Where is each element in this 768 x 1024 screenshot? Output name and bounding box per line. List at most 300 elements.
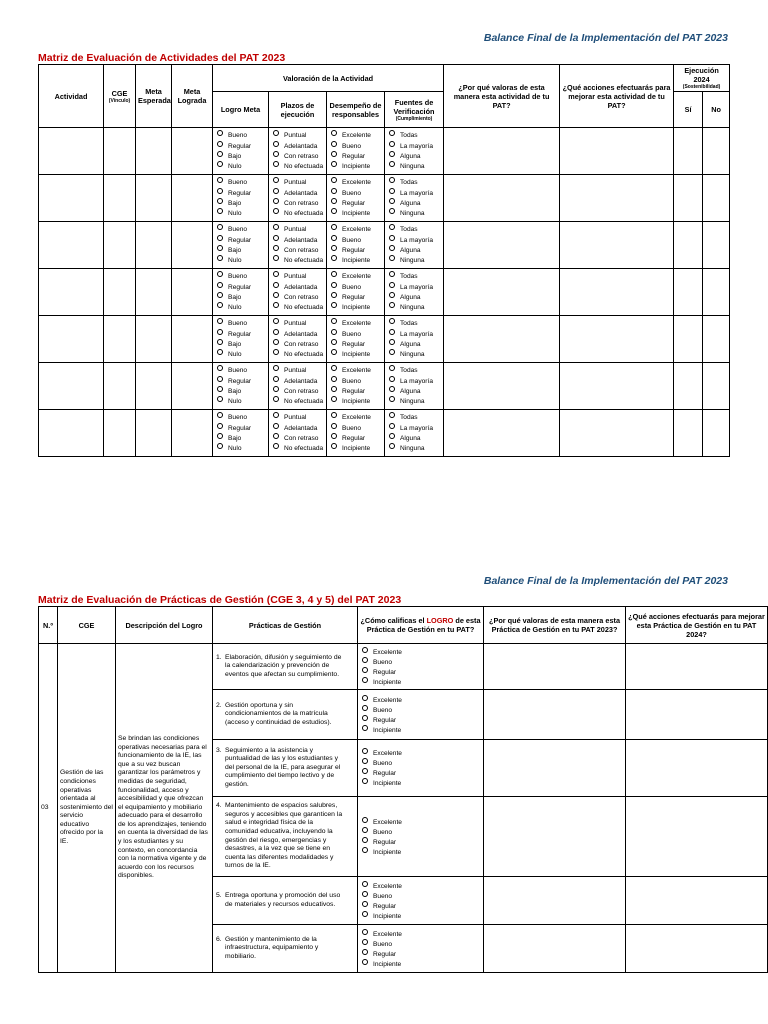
acciones-cell[interactable] — [626, 740, 768, 797]
actividad-cell[interactable] — [39, 410, 104, 457]
radio-circle-icon[interactable] — [389, 208, 395, 214]
option-item[interactable]: Bueno — [329, 188, 382, 198]
radio-circle-icon[interactable] — [217, 318, 223, 324]
option-item[interactable]: No efectuada — [271, 255, 324, 265]
radio-circle-icon[interactable] — [389, 423, 395, 429]
radio-circle-icon[interactable] — [389, 151, 395, 157]
option-item[interactable]: Incipiente — [360, 677, 481, 687]
option-item[interactable]: Regular — [329, 433, 382, 443]
radio-circle-icon[interactable] — [389, 235, 395, 241]
radio-circle-icon[interactable] — [273, 224, 279, 230]
radio-circle-icon[interactable] — [217, 161, 223, 167]
option-item[interactable]: Bajo — [215, 245, 266, 255]
porque-cell[interactable] — [484, 740, 626, 797]
radio-circle-icon[interactable] — [331, 161, 337, 167]
radio-circle-icon[interactable] — [389, 443, 395, 449]
radio-circle-icon[interactable] — [217, 376, 223, 382]
option-item[interactable]: Con retraso — [271, 198, 324, 208]
radio-circle-icon[interactable] — [273, 177, 279, 183]
option-item[interactable]: Ninguna — [387, 208, 441, 218]
radio-circle-icon[interactable] — [331, 130, 337, 136]
porque-cell[interactable] — [444, 175, 560, 222]
option-item[interactable]: La mayoría — [387, 376, 441, 386]
radio-circle-icon[interactable] — [362, 677, 368, 683]
option-item[interactable]: No efectuada — [271, 349, 324, 359]
option-item[interactable]: Alguna — [387, 386, 441, 396]
option-item[interactable]: Bueno — [215, 130, 266, 140]
radio-circle-icon[interactable] — [331, 245, 337, 251]
radio-circle-icon[interactable] — [362, 817, 368, 823]
option-item[interactable]: Alguna — [387, 433, 441, 443]
radio-circle-icon[interactable] — [217, 208, 223, 214]
radio-circle-icon[interactable] — [217, 245, 223, 251]
option-item[interactable]: Bajo — [215, 292, 266, 302]
option-item[interactable]: Nulo — [215, 161, 266, 171]
actividad-cell[interactable] — [39, 175, 104, 222]
option-item[interactable]: Con retraso — [271, 386, 324, 396]
option-item[interactable]: Puntual — [271, 271, 324, 281]
radio-circle-icon[interactable] — [217, 271, 223, 277]
radio-circle-icon[interactable] — [273, 271, 279, 277]
option-item[interactable]: Incipiente — [329, 443, 382, 453]
radio-circle-icon[interactable] — [362, 837, 368, 843]
radio-circle-icon[interactable] — [217, 198, 223, 204]
radio-circle-icon[interactable] — [362, 758, 368, 764]
option-item[interactable]: Excelente — [329, 365, 382, 375]
option-item[interactable]: Bueno — [215, 365, 266, 375]
radio-circle-icon[interactable] — [217, 177, 223, 183]
radio-circle-icon[interactable] — [331, 282, 337, 288]
option-item[interactable]: Con retraso — [271, 245, 324, 255]
radio-circle-icon[interactable] — [217, 443, 223, 449]
radio-circle-icon[interactable] — [217, 396, 223, 402]
option-item[interactable]: Bajo — [215, 198, 266, 208]
porque-cell[interactable] — [444, 222, 560, 269]
radio-circle-icon[interactable] — [389, 376, 395, 382]
cge-cell[interactable] — [104, 175, 136, 222]
radio-circle-icon[interactable] — [331, 141, 337, 147]
radio-circle-icon[interactable] — [389, 318, 395, 324]
radio-circle-icon[interactable] — [331, 349, 337, 355]
option-item[interactable]: Bajo — [215, 339, 266, 349]
option-item[interactable]: No efectuada — [271, 161, 324, 171]
option-item[interactable]: Regular — [215, 188, 266, 198]
radio-circle-icon[interactable] — [389, 339, 395, 345]
option-item[interactable]: Bueno — [329, 329, 382, 339]
meta-esperada-cell[interactable] — [136, 269, 172, 316]
porque-cell[interactable] — [484, 797, 626, 877]
option-item[interactable]: Excelente — [329, 271, 382, 281]
option-item[interactable]: Puntual — [271, 412, 324, 422]
option-item[interactable]: Adelantada — [271, 235, 324, 245]
option-item[interactable]: Regular — [329, 198, 382, 208]
radio-circle-icon[interactable] — [331, 412, 337, 418]
meta-lograda-cell[interactable] — [172, 128, 213, 175]
radio-circle-icon[interactable] — [389, 161, 395, 167]
acciones-cell[interactable] — [626, 797, 768, 877]
porque-cell[interactable] — [444, 363, 560, 410]
radio-circle-icon[interactable] — [273, 161, 279, 167]
radio-circle-icon[interactable] — [273, 376, 279, 382]
radio-circle-icon[interactable] — [331, 292, 337, 298]
radio-circle-icon[interactable] — [273, 423, 279, 429]
meta-esperada-cell[interactable] — [136, 222, 172, 269]
radio-circle-icon[interactable] — [362, 715, 368, 721]
option-item[interactable]: Bueno — [215, 177, 266, 187]
radio-circle-icon[interactable] — [273, 433, 279, 439]
radio-circle-icon[interactable] — [217, 188, 223, 194]
acciones-cell[interactable] — [560, 269, 674, 316]
meta-esperada-cell[interactable] — [136, 128, 172, 175]
option-item[interactable]: Nulo — [215, 349, 266, 359]
radio-circle-icon[interactable] — [331, 177, 337, 183]
option-item[interactable]: Bueno — [360, 705, 481, 715]
radio-circle-icon[interactable] — [362, 939, 368, 945]
option-item[interactable]: Regular — [360, 715, 481, 725]
porque-cell[interactable] — [444, 316, 560, 363]
acciones-cell[interactable] — [560, 175, 674, 222]
radio-circle-icon[interactable] — [389, 141, 395, 147]
radio-circle-icon[interactable] — [331, 208, 337, 214]
cge-cell[interactable] — [104, 222, 136, 269]
option-item[interactable]: Nulo — [215, 208, 266, 218]
option-item[interactable]: No efectuada — [271, 208, 324, 218]
acciones-cell[interactable] — [626, 644, 768, 690]
option-item[interactable]: Excelente — [360, 929, 481, 939]
option-item[interactable]: Bueno — [329, 141, 382, 151]
radio-circle-icon[interactable] — [331, 255, 337, 261]
option-item[interactable]: Excelente — [360, 817, 481, 827]
radio-circle-icon[interactable] — [273, 349, 279, 355]
porque-cell[interactable] — [484, 690, 626, 740]
option-item[interactable]: Regular — [360, 667, 481, 677]
meta-lograda-cell[interactable] — [172, 316, 213, 363]
radio-circle-icon[interactable] — [331, 433, 337, 439]
option-item[interactable]: Ninguna — [387, 396, 441, 406]
radio-circle-icon[interactable] — [389, 433, 395, 439]
actividad-cell[interactable] — [39, 222, 104, 269]
radio-circle-icon[interactable] — [273, 151, 279, 157]
radio-circle-icon[interactable] — [217, 365, 223, 371]
option-item[interactable]: La mayoría — [387, 282, 441, 292]
option-item[interactable]: Bueno — [360, 891, 481, 901]
radio-circle-icon[interactable] — [362, 748, 368, 754]
radio-circle-icon[interactable] — [331, 443, 337, 449]
radio-circle-icon[interactable] — [362, 647, 368, 653]
option-item[interactable]: No efectuada — [271, 443, 324, 453]
radio-circle-icon[interactable] — [389, 292, 395, 298]
radio-circle-icon[interactable] — [273, 339, 279, 345]
cge-cell[interactable] — [104, 363, 136, 410]
radio-circle-icon[interactable] — [362, 725, 368, 731]
option-item[interactable]: Incipiente — [329, 302, 382, 312]
radio-circle-icon[interactable] — [362, 929, 368, 935]
option-item[interactable]: Excelente — [360, 647, 481, 657]
option-item[interactable]: Bueno — [215, 318, 266, 328]
radio-circle-icon[interactable] — [273, 282, 279, 288]
option-item[interactable]: Bueno — [329, 376, 382, 386]
option-item[interactable]: Excelente — [329, 318, 382, 328]
radio-circle-icon[interactable] — [331, 271, 337, 277]
option-item[interactable]: Nulo — [215, 443, 266, 453]
radio-circle-icon[interactable] — [273, 365, 279, 371]
option-item[interactable]: Bajo — [215, 433, 266, 443]
option-item[interactable]: Excelente — [329, 177, 382, 187]
option-item[interactable]: Bueno — [329, 423, 382, 433]
radio-circle-icon[interactable] — [389, 224, 395, 230]
radio-circle-icon[interactable] — [331, 376, 337, 382]
radio-circle-icon[interactable] — [362, 847, 368, 853]
radio-circle-icon[interactable] — [217, 282, 223, 288]
radio-circle-icon[interactable] — [331, 224, 337, 230]
option-item[interactable]: Regular — [215, 376, 266, 386]
actividad-cell[interactable] — [39, 363, 104, 410]
radio-circle-icon[interactable] — [331, 396, 337, 402]
option-item[interactable]: Con retraso — [271, 151, 324, 161]
option-item[interactable]: Nulo — [215, 302, 266, 312]
radio-circle-icon[interactable] — [389, 198, 395, 204]
radio-circle-icon[interactable] — [217, 339, 223, 345]
option-item[interactable]: No efectuada — [271, 396, 324, 406]
option-item[interactable]: Excelente — [329, 224, 382, 234]
option-item[interactable]: Puntual — [271, 318, 324, 328]
radio-circle-icon[interactable] — [273, 235, 279, 241]
option-item[interactable]: Puntual — [271, 365, 324, 375]
option-item[interactable]: Puntual — [271, 130, 324, 140]
option-item[interactable]: Ninguna — [387, 302, 441, 312]
option-item[interactable]: Regular — [360, 949, 481, 959]
radio-circle-icon[interactable] — [217, 386, 223, 392]
option-item[interactable]: Bueno — [360, 827, 481, 837]
radio-circle-icon[interactable] — [362, 667, 368, 673]
option-item[interactable]: La mayoría — [387, 329, 441, 339]
option-item[interactable]: Todas — [387, 130, 441, 140]
radio-circle-icon[interactable] — [273, 412, 279, 418]
radio-circle-icon[interactable] — [217, 224, 223, 230]
option-item[interactable]: Regular — [360, 768, 481, 778]
option-item[interactable]: Regular — [329, 339, 382, 349]
si-cell[interactable] — [674, 175, 703, 222]
no-cell[interactable] — [703, 410, 730, 457]
meta-esperada-cell[interactable] — [136, 363, 172, 410]
option-item[interactable]: Regular — [215, 141, 266, 151]
actividad-cell[interactable] — [39, 128, 104, 175]
option-item[interactable]: Adelantada — [271, 282, 324, 292]
radio-circle-icon[interactable] — [217, 151, 223, 157]
radio-circle-icon[interactable] — [389, 349, 395, 355]
radio-circle-icon[interactable] — [273, 329, 279, 335]
porque-cell[interactable] — [484, 925, 626, 973]
radio-circle-icon[interactable] — [389, 177, 395, 183]
option-item[interactable]: Incipiente — [360, 778, 481, 788]
option-item[interactable]: Ninguna — [387, 255, 441, 265]
option-item[interactable]: Todas — [387, 365, 441, 375]
radio-circle-icon[interactable] — [389, 329, 395, 335]
radio-circle-icon[interactable] — [389, 271, 395, 277]
option-item[interactable]: Incipiente — [360, 911, 481, 921]
porque-cell[interactable] — [484, 644, 626, 690]
option-item[interactable]: Adelantada — [271, 141, 324, 151]
radio-circle-icon[interactable] — [331, 188, 337, 194]
option-item[interactable]: Todas — [387, 224, 441, 234]
option-item[interactable]: Bueno — [329, 235, 382, 245]
option-item[interactable]: Todas — [387, 177, 441, 187]
radio-circle-icon[interactable] — [362, 705, 368, 711]
meta-lograda-cell[interactable] — [172, 410, 213, 457]
option-item[interactable]: Ninguna — [387, 349, 441, 359]
si-cell[interactable] — [674, 222, 703, 269]
radio-circle-icon[interactable] — [273, 130, 279, 136]
radio-circle-icon[interactable] — [362, 949, 368, 955]
radio-circle-icon[interactable] — [217, 141, 223, 147]
radio-circle-icon[interactable] — [273, 386, 279, 392]
meta-lograda-cell[interactable] — [172, 175, 213, 222]
option-item[interactable]: Nulo — [215, 396, 266, 406]
option-item[interactable]: Bueno — [360, 657, 481, 667]
option-item[interactable]: Con retraso — [271, 292, 324, 302]
radio-circle-icon[interactable] — [217, 302, 223, 308]
option-item[interactable]: Regular — [329, 245, 382, 255]
cge-cell[interactable] — [104, 410, 136, 457]
option-item[interactable]: Bajo — [215, 151, 266, 161]
option-item[interactable]: Incipiente — [329, 396, 382, 406]
radio-circle-icon[interactable] — [389, 245, 395, 251]
radio-circle-icon[interactable] — [273, 443, 279, 449]
cge-cell[interactable] — [104, 316, 136, 363]
option-item[interactable]: Regular — [329, 292, 382, 302]
option-item[interactable]: Adelantada — [271, 376, 324, 386]
option-item[interactable]: Excelente — [360, 695, 481, 705]
radio-circle-icon[interactable] — [389, 365, 395, 371]
radio-circle-icon[interactable] — [217, 255, 223, 261]
option-item[interactable]: Incipiente — [360, 725, 481, 735]
si-cell[interactable] — [674, 269, 703, 316]
option-item[interactable]: Nulo — [215, 255, 266, 265]
radio-circle-icon[interactable] — [362, 768, 368, 774]
porque-cell[interactable] — [484, 877, 626, 925]
option-item[interactable]: Ninguna — [387, 161, 441, 171]
radio-circle-icon[interactable] — [362, 827, 368, 833]
porque-cell[interactable] — [444, 128, 560, 175]
option-item[interactable]: Alguna — [387, 245, 441, 255]
no-cell[interactable] — [703, 363, 730, 410]
radio-circle-icon[interactable] — [273, 141, 279, 147]
no-cell[interactable] — [703, 175, 730, 222]
radio-circle-icon[interactable] — [217, 292, 223, 298]
radio-circle-icon[interactable] — [362, 881, 368, 887]
radio-circle-icon[interactable] — [362, 911, 368, 917]
radio-circle-icon[interactable] — [331, 151, 337, 157]
radio-circle-icon[interactable] — [389, 412, 395, 418]
option-item[interactable]: La mayoría — [387, 235, 441, 245]
radio-circle-icon[interactable] — [217, 235, 223, 241]
option-item[interactable]: Bueno — [215, 412, 266, 422]
radio-circle-icon[interactable] — [273, 396, 279, 402]
radio-circle-icon[interactable] — [362, 901, 368, 907]
option-item[interactable]: Regular — [215, 235, 266, 245]
radio-circle-icon[interactable] — [389, 188, 395, 194]
option-item[interactable]: Con retraso — [271, 433, 324, 443]
option-item[interactable]: Alguna — [387, 339, 441, 349]
radio-circle-icon[interactable] — [331, 423, 337, 429]
option-item[interactable]: Incipiente — [329, 349, 382, 359]
radio-circle-icon[interactable] — [389, 255, 395, 261]
option-item[interactable]: Todas — [387, 318, 441, 328]
radio-circle-icon[interactable] — [389, 282, 395, 288]
option-item[interactable]: Incipiente — [360, 847, 481, 857]
radio-circle-icon[interactable] — [362, 778, 368, 784]
radio-circle-icon[interactable] — [273, 255, 279, 261]
radio-circle-icon[interactable] — [331, 386, 337, 392]
radio-circle-icon[interactable] — [273, 188, 279, 194]
option-item[interactable]: Incipiente — [329, 208, 382, 218]
radio-circle-icon[interactable] — [217, 423, 223, 429]
acciones-cell[interactable] — [560, 410, 674, 457]
option-item[interactable]: La mayoría — [387, 188, 441, 198]
si-cell[interactable] — [674, 128, 703, 175]
radio-circle-icon[interactable] — [273, 208, 279, 214]
option-item[interactable]: Regular — [215, 282, 266, 292]
radio-circle-icon[interactable] — [273, 302, 279, 308]
option-item[interactable]: Incipiente — [329, 161, 382, 171]
si-cell[interactable] — [674, 316, 703, 363]
radio-circle-icon[interactable] — [389, 302, 395, 308]
radio-circle-icon[interactable] — [362, 695, 368, 701]
option-item[interactable]: Bueno — [329, 282, 382, 292]
option-item[interactable]: Bueno — [360, 939, 481, 949]
option-item[interactable]: Alguna — [387, 292, 441, 302]
option-item[interactable]: Puntual — [271, 177, 324, 187]
no-cell[interactable] — [703, 222, 730, 269]
radio-circle-icon[interactable] — [331, 235, 337, 241]
option-item[interactable]: Regular — [329, 386, 382, 396]
actividad-cell[interactable] — [39, 316, 104, 363]
radio-circle-icon[interactable] — [389, 130, 395, 136]
option-item[interactable]: Regular — [360, 837, 481, 847]
option-item[interactable]: Bueno — [215, 271, 266, 281]
option-item[interactable]: Excelente — [360, 881, 481, 891]
si-cell[interactable] — [674, 410, 703, 457]
meta-esperada-cell[interactable] — [136, 316, 172, 363]
option-item[interactable]: Adelantada — [271, 188, 324, 198]
option-item[interactable]: Regular — [360, 901, 481, 911]
radio-circle-icon[interactable] — [273, 318, 279, 324]
radio-circle-icon[interactable] — [362, 959, 368, 965]
radio-circle-icon[interactable] — [331, 198, 337, 204]
cge-cell[interactable] — [104, 269, 136, 316]
option-item[interactable]: Excelente — [329, 130, 382, 140]
option-item[interactable]: Bajo — [215, 386, 266, 396]
radio-circle-icon[interactable] — [217, 130, 223, 136]
radio-circle-icon[interactable] — [389, 386, 395, 392]
radio-circle-icon[interactable] — [331, 318, 337, 324]
no-cell[interactable] — [703, 128, 730, 175]
radio-circle-icon[interactable] — [217, 412, 223, 418]
option-item[interactable]: Alguna — [387, 151, 441, 161]
si-cell[interactable] — [674, 363, 703, 410]
acciones-cell[interactable] — [560, 222, 674, 269]
radio-circle-icon[interactable] — [331, 365, 337, 371]
option-item[interactable]: Regular — [215, 329, 266, 339]
radio-circle-icon[interactable] — [217, 329, 223, 335]
option-item[interactable]: Excelente — [329, 412, 382, 422]
option-item[interactable]: Todas — [387, 271, 441, 281]
radio-circle-icon[interactable] — [273, 245, 279, 251]
no-cell[interactable] — [703, 269, 730, 316]
option-item[interactable]: No efectuada — [271, 302, 324, 312]
option-item[interactable]: Regular — [329, 151, 382, 161]
option-item[interactable]: Puntual — [271, 224, 324, 234]
